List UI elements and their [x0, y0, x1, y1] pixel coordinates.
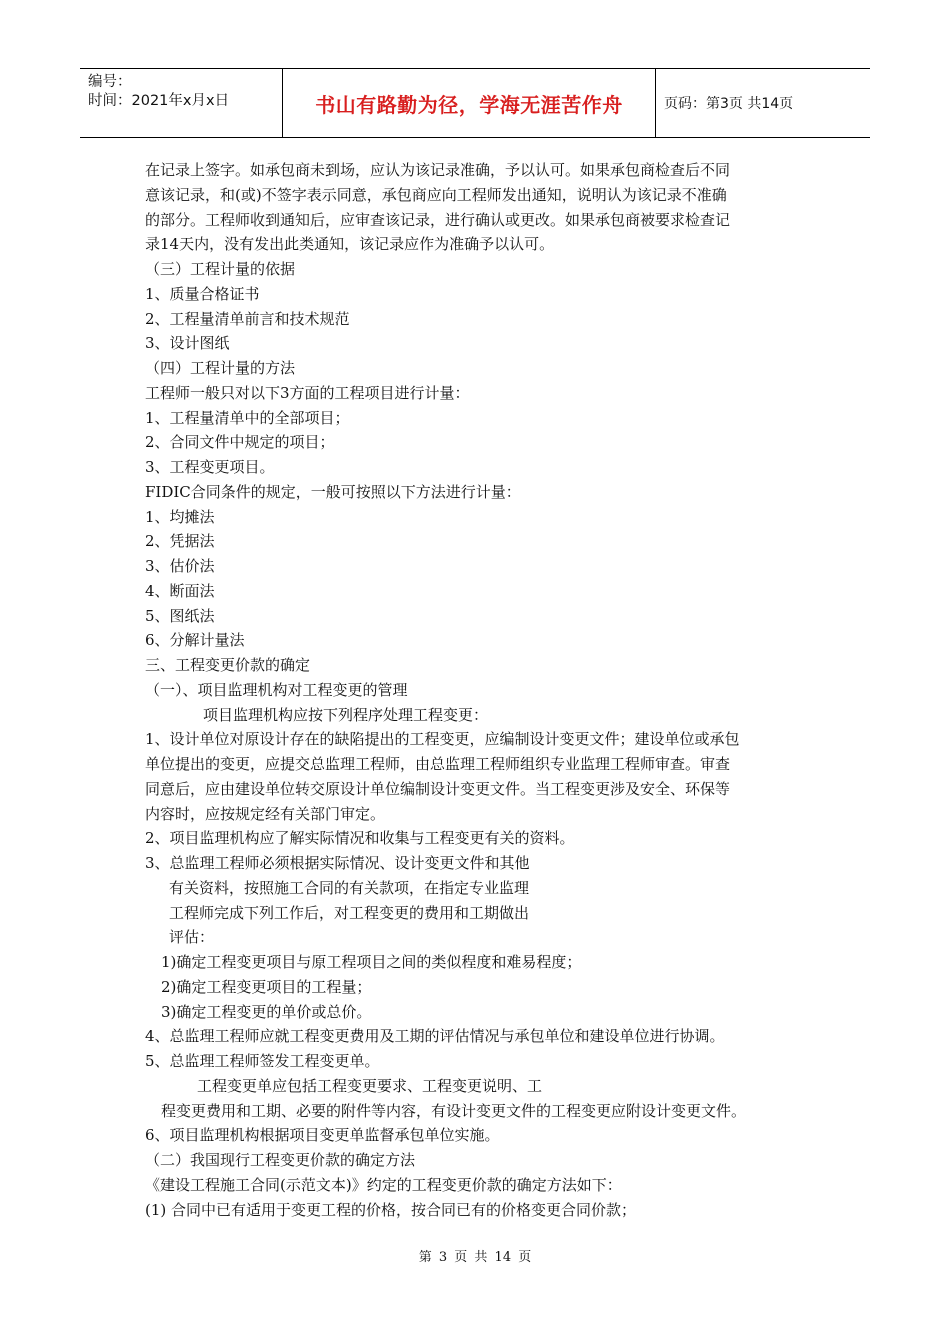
text-line: 2)确定工程变更项目的工程量；: [161, 977, 372, 996]
text-line: 4、断面法: [145, 581, 215, 600]
text-line: 的部分。工程师收到通知后，应审查该记录，进行确认或更改。如果承包商被要求检查记: [145, 210, 731, 229]
text-line: 同意后，应由建设单位转交原设计单位编制设计变更文件。当工程变更涉及安全、环保等: [145, 779, 731, 798]
header-meta-cell: [80, 69, 283, 137]
doc-number-label: 编号：: [88, 74, 132, 90]
text-line: （二）我国现行工程变更价款的确定方法: [145, 1151, 416, 1169]
text-line: 3、工程变更项目。: [145, 458, 275, 476]
header-page-cell: [656, 69, 870, 137]
date-label: 时间：2021年x月x日: [88, 93, 230, 109]
page-info: 页码：第3页 共14页: [664, 96, 794, 112]
text-line: 2、凭据法: [145, 532, 215, 551]
text-line: 5、总监理工程师签发工程变更单。: [145, 1052, 380, 1070]
text-line: （一）、项目监理机构对工程变更的管理: [145, 680, 408, 699]
text-line: 工程师一般只对以下3方面的工程项目进行计量：: [145, 383, 470, 402]
text-line: 意该记录，和(或)不签字表示同意，承包商应向工程师发出通知，说明认为该记录不准确: [145, 185, 727, 204]
text-line: (1) 合同中已有适用于变更工程的价格，按合同已有的价格变更合同价款；: [145, 1200, 637, 1219]
text-line: 3、总监理工程师必须根据实际情况、设计变更文件和其他: [145, 854, 530, 872]
page-footer: [0, 1246, 950, 1265]
text-line: 内容时，应按规定经有关部门审定。: [145, 804, 386, 823]
header-motto-cell: [283, 69, 656, 137]
document-body: [145, 158, 815, 1222]
text-line: FIDIC合同条件的规定，一般可按照以下方法进行计量：: [145, 482, 521, 501]
text-line: 2、工程量清单前言和技术规范: [145, 309, 350, 328]
text-line: 1)确定工程变更项目与原工程项目之间的类似程度和难易程度；: [161, 953, 582, 971]
text-line: 5、图纸法: [145, 606, 215, 625]
text-line: 1、工程量清单中的全部项目；: [145, 408, 350, 427]
text-line: 4、总监理工程师应就工程变更费用及工期的评估情况与承包单位和建设单位进行协调。: [145, 1027, 725, 1046]
text-line: 3)确定工程变更的单价或总价。: [161, 1002, 372, 1021]
text-line: 6、分解计量法: [145, 631, 245, 650]
text-line: 程变更费用和工期、必要的附件等内容，有设计变更文件的工程变更应附设计变更文件。: [161, 1101, 747, 1120]
footer-page-number: 第 3 页 共 14 页: [418, 1250, 532, 1265]
text-line: 1、均摊法: [145, 507, 215, 526]
text-line: 评估：: [169, 928, 215, 947]
text-line: 有关资料，按照施工合同的有关款项，在指定专业监理: [169, 878, 530, 897]
text-line: 1、设计单位对原设计存在的缺陷提出的工程变更，应编制设计变更文件；建设单位或承包: [145, 730, 740, 749]
text-line: 3、估价法: [145, 557, 215, 575]
text-line: 3、设计图纸: [145, 334, 230, 353]
text-line: 2、合同文件中规定的项目；: [145, 433, 335, 452]
text-line: 工程变更单应包括工程变更要求、工程变更说明、工: [197, 1076, 543, 1095]
text-line: 工程师完成下列工作后，对工程变更的费用和工期做出: [169, 903, 530, 922]
text-line: 项目监理机构应按下列程序处理工程变更：: [203, 705, 489, 724]
text-line: 三、工程变更价款的确定: [145, 656, 311, 674]
text-line: 《建设工程施工合同(示范文本)》约定的工程变更价款的确定方法如下：: [145, 1175, 622, 1194]
text-line: （四）工程计量的方法: [145, 359, 296, 377]
text-line: 2、项目监理机构应了解实际情况和收集与工程变更有关的资料。: [145, 829, 575, 848]
text-line: 单位提出的变更，应提交总监理工程师，由总监理工程师组织专业监理工程师审查。审查: [145, 755, 731, 773]
text-line: 1、质量合格证书: [145, 284, 260, 303]
text-line: （三）工程计量的依据: [145, 260, 296, 278]
page-header: [80, 68, 870, 138]
text-line: 在记录上签字。如承包商未到场，应认为该记录准确，予以认可。如果承包商检查后不同: [145, 161, 731, 179]
text-line: 录14天内，没有发出此类通知，该记录应作为准确予以认可。: [145, 235, 555, 254]
text-line: 6、项目监理机构根据项目变更单监督承包单位实施。: [145, 1126, 500, 1145]
motto-text: 书山有路勤为径，学海无涯苦作舟: [315, 92, 623, 117]
